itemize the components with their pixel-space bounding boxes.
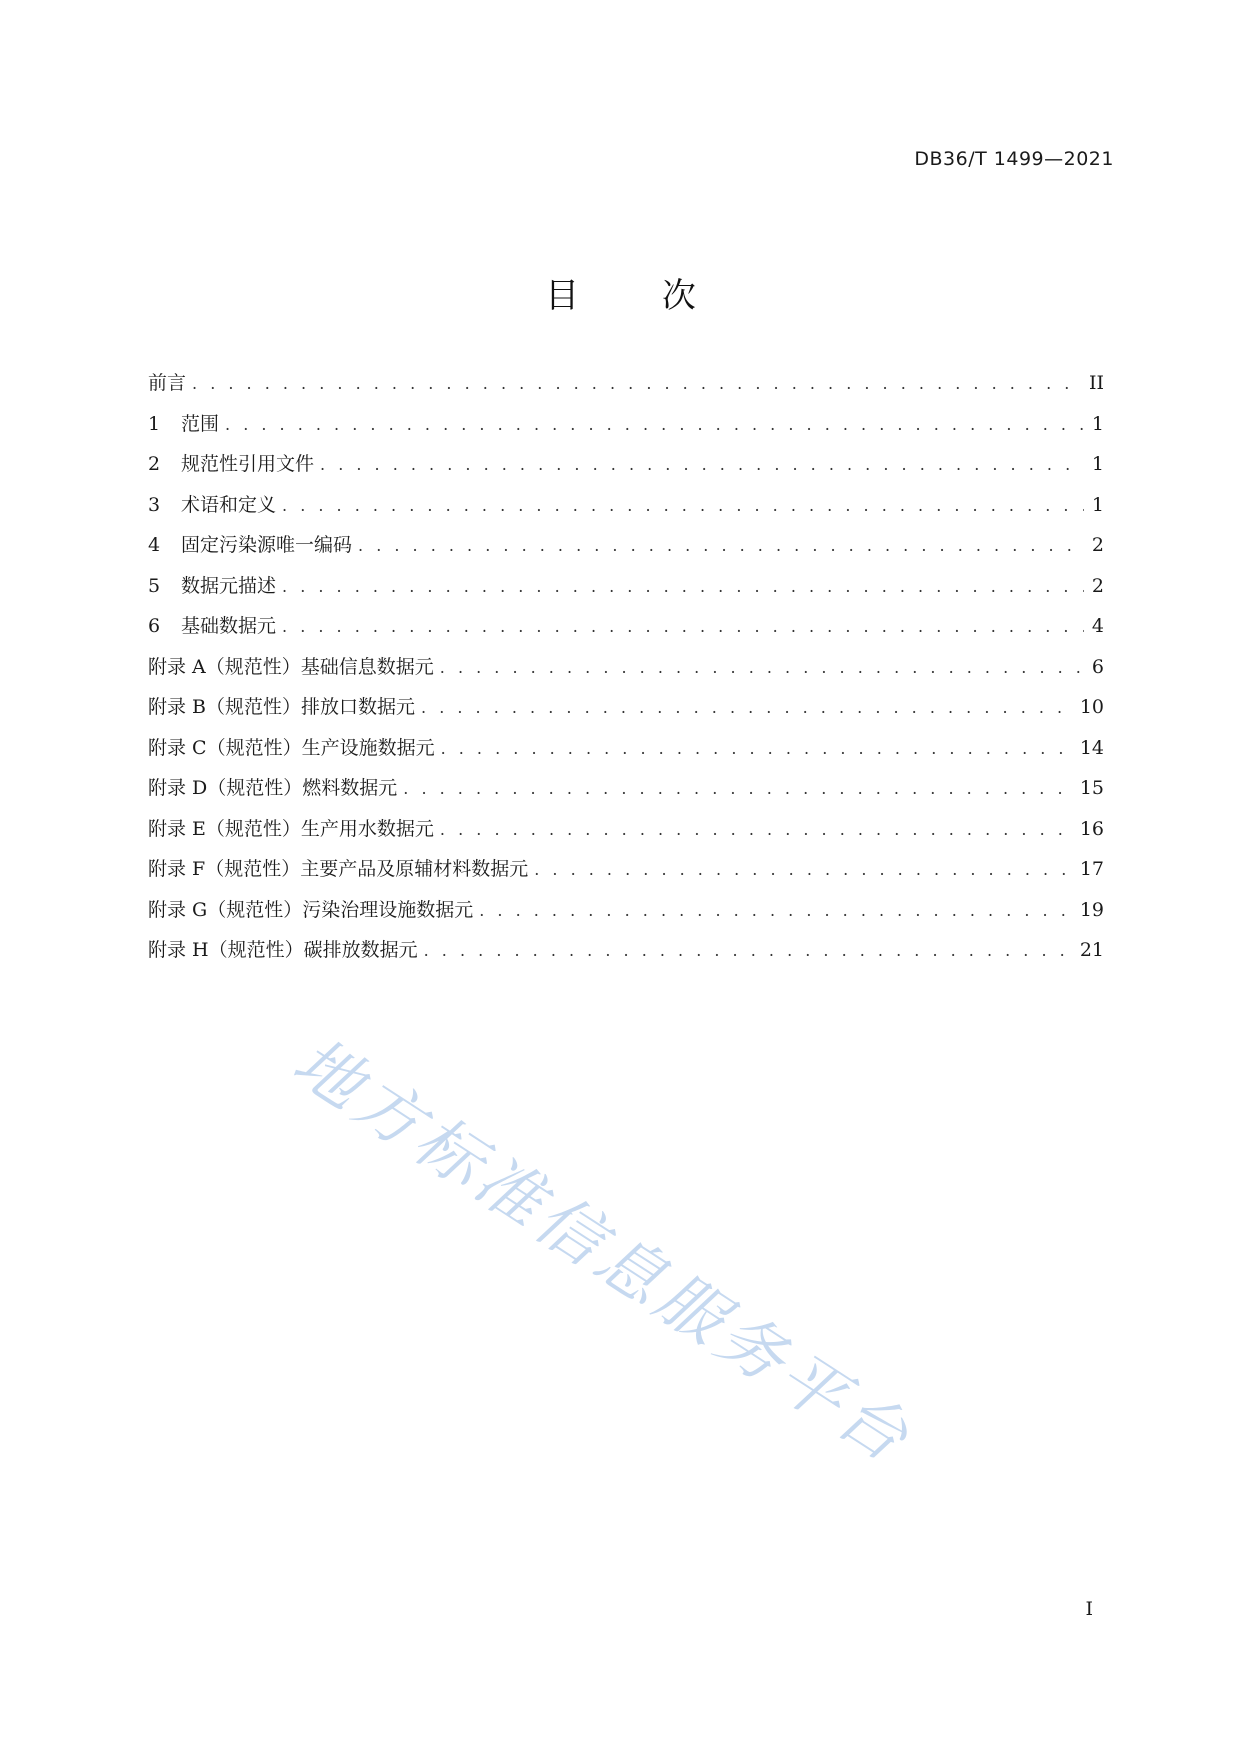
toc-entry-label: 数据元描述 bbox=[181, 574, 277, 597]
toc-entry[interactable] bbox=[148, 773, 1104, 814]
toc-leader-dots bbox=[282, 496, 1084, 515]
page-number: I bbox=[1085, 1598, 1093, 1620]
toc-leader-dots bbox=[320, 455, 1084, 474]
toc-entry-page: 2 bbox=[1091, 574, 1104, 597]
toc-entry-label: 附录 F（规范性）主要产品及原辅材料数据元 bbox=[148, 858, 529, 880]
toc-entry-page: II bbox=[1088, 372, 1104, 394]
toc-entry[interactable] bbox=[148, 733, 1104, 774]
toc-entry[interactable] bbox=[148, 692, 1104, 733]
toc-entry-label: 附录 A（规范性）基础信息数据元 bbox=[148, 655, 434, 678]
toc-entry-page: 6 bbox=[1091, 655, 1104, 678]
watermark: 地方标准信息服务平台 bbox=[279, 1022, 926, 1480]
toc-entry-page: 1 bbox=[1091, 453, 1104, 475]
toc-entry-number: 2 bbox=[148, 453, 161, 475]
toc-leader-dots bbox=[534, 860, 1074, 879]
toc-entry-page: 1 bbox=[1091, 493, 1104, 516]
toc-entry-label: 固定污染源唯一编码 bbox=[181, 534, 353, 556]
toc-entry-page: 17 bbox=[1079, 858, 1104, 880]
toc-entry-number: 3 bbox=[148, 493, 161, 516]
toc-entry[interactable] bbox=[148, 854, 1104, 895]
toc-leader-dots bbox=[282, 617, 1084, 636]
toc-entry[interactable] bbox=[148, 530, 1104, 571]
table-of-contents bbox=[148, 368, 1104, 976]
toc-entry[interactable] bbox=[148, 449, 1104, 490]
toc-entry-page: 14 bbox=[1079, 736, 1104, 759]
toc-leader-dots bbox=[440, 820, 1074, 839]
toc-entry[interactable] bbox=[148, 368, 1104, 409]
toc-entry-number: 6 bbox=[148, 615, 161, 637]
toc-entry-number: 5 bbox=[148, 574, 161, 597]
toc-leader-dots bbox=[403, 779, 1074, 798]
toc-entry-label: 范围 bbox=[181, 412, 220, 435]
toc-entry[interactable] bbox=[148, 490, 1104, 531]
toc-entry[interactable] bbox=[148, 652, 1104, 693]
toc-entry-number: 4 bbox=[148, 534, 161, 556]
toc-leader-dots bbox=[225, 415, 1084, 434]
document-code: DB36/T 1499—2021 bbox=[914, 148, 1114, 170]
toc-entry-page: 2 bbox=[1091, 534, 1104, 556]
toc-leader-dots bbox=[358, 536, 1084, 555]
toc-entry-page: 1 bbox=[1091, 412, 1104, 435]
toc-entry-page: 4 bbox=[1091, 615, 1104, 637]
toc-leader-dots bbox=[424, 941, 1074, 960]
toc-entry-label: 基础数据元 bbox=[181, 615, 277, 637]
toc-entry-number: 1 bbox=[148, 412, 161, 435]
toc-entry[interactable] bbox=[148, 814, 1104, 855]
toc-title: 目 次 bbox=[545, 276, 732, 316]
toc-leader-dots bbox=[440, 658, 1084, 677]
toc-entry-label: 附录 H（规范性）碳排放数据元 bbox=[148, 939, 418, 961]
toc-entry[interactable] bbox=[148, 935, 1104, 976]
toc-entry-page: 21 bbox=[1079, 939, 1104, 961]
toc-leader-dots bbox=[192, 374, 1083, 393]
toc-leader-dots bbox=[479, 901, 1074, 920]
toc-leader-dots bbox=[421, 698, 1074, 717]
toc-entry-label: 附录 G（规范性）污染治理设施数据元 bbox=[148, 898, 474, 921]
toc-entry-label: 前言 bbox=[148, 372, 187, 394]
toc-entry-page: 15 bbox=[1079, 777, 1104, 799]
toc-entry[interactable] bbox=[148, 895, 1104, 936]
toc-leader-dots bbox=[441, 739, 1074, 758]
toc-entry-page: 19 bbox=[1079, 898, 1104, 921]
toc-entry-label: 附录 D（规范性）燃料数据元 bbox=[148, 777, 398, 799]
toc-entry[interactable] bbox=[148, 571, 1104, 612]
toc-entry-label: 附录 C（规范性）生产设施数据元 bbox=[148, 736, 435, 759]
toc-entry[interactable] bbox=[148, 409, 1104, 450]
toc-entry-label: 规范性引用文件 bbox=[181, 453, 315, 475]
toc-entry-page: 16 bbox=[1079, 817, 1104, 840]
toc-entry-label: 附录 E（规范性）生产用水数据元 bbox=[148, 817, 434, 840]
toc-entry-page: 10 bbox=[1079, 696, 1104, 718]
toc-entry-label: 附录 B（规范性）排放口数据元 bbox=[148, 696, 416, 718]
toc-entry-label: 术语和定义 bbox=[181, 493, 277, 516]
toc-leader-dots bbox=[282, 577, 1084, 596]
toc-entry[interactable] bbox=[148, 611, 1104, 652]
